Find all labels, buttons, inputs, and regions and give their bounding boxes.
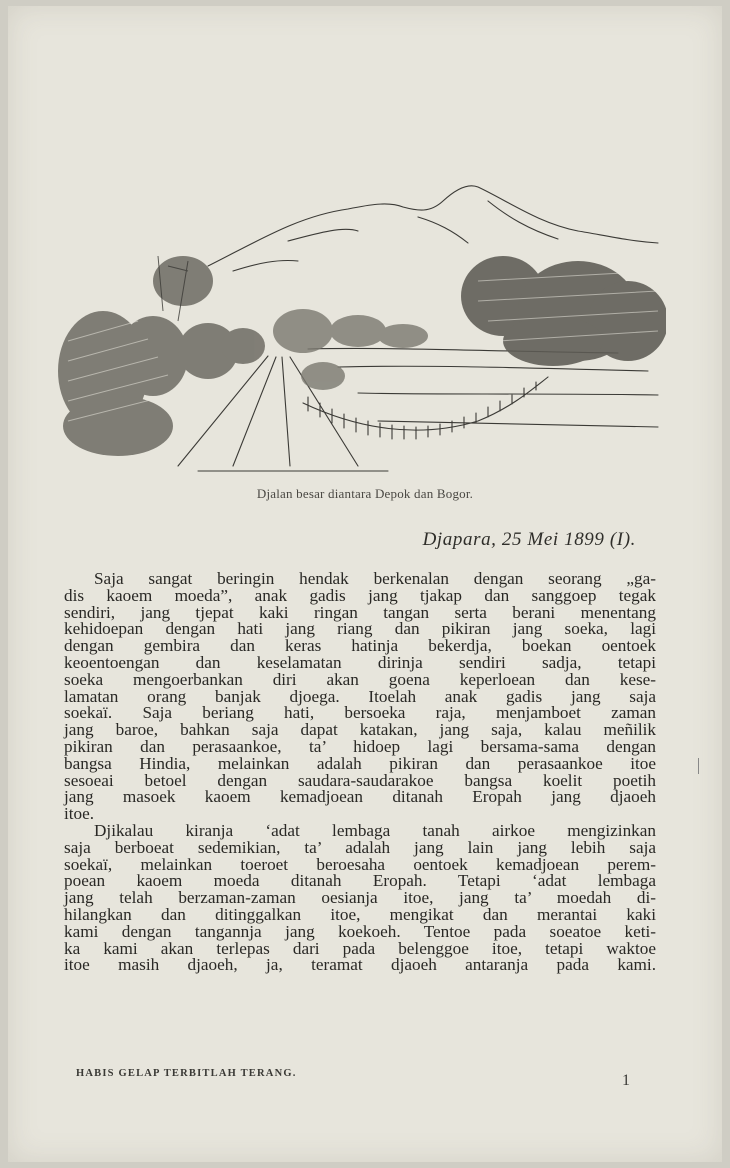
letter-body <box>64 571 656 974</box>
landscape-illustration <box>58 171 666 476</box>
margin-mark <box>698 758 699 774</box>
text-line: kehidoepan dengan hati jang riang dan pikiran jang soeka, lagi <box>64 619 656 639</box>
text-line: sendiri, jang tjepat kaki ringan tangan serta berani menentang <box>64 602 656 622</box>
text-line: hilangkan dan ditinggalkan itoe, mengikat dan merantai kaki <box>64 904 656 924</box>
text-line: poean kaoem moeda ditanah Eropah. Tetapi ‘adat lembaga <box>64 871 656 891</box>
text-line: keoentoengan dan keselamatan dirinja sendiri sadja, tetapi <box>64 652 656 672</box>
text-line: jang baroe, bahkan saja dapat katakan, jang saja, kalau meñilik <box>64 720 656 740</box>
text-line: dis kaoem moeda”, anak gadis jang tjakap dan sanggoep tegak <box>64 585 656 605</box>
book-page <box>8 6 722 1162</box>
text-line: Saja sangat beringin hendak berkenalan dengan seorang „ga- <box>94 569 656 588</box>
letter-dateline: Djapara, 25 Mei 1899 (I). <box>422 529 636 550</box>
text-line: Djikalau kiranja ‘adat lembaga tanah airkoe mengizinkan <box>94 820 656 840</box>
text-line: soekaï, melainkan toeroet beroesaha oentoek kemadjoean perem- <box>64 854 656 874</box>
text-line: jang masoek kaoem kemadjoean ditanah Eropah jang djaoeh <box>64 787 656 807</box>
text-line: itoe masih djaoeh, ja, teramat djaoeh antaranja pada kami. <box>64 955 656 975</box>
text-line: itoe. <box>64 804 95 824</box>
text-line: sesoeai betoel dengan saudara-saudarakoe bangsa koelit poetih <box>64 770 656 790</box>
page-number: 1 <box>622 1072 630 1089</box>
text-line: lamatan orang banjak djoega. Itoelah anak gadis jang saja <box>64 686 656 706</box>
text-line: dengan gembira dan keras hatinja bekerdja, boekan oentoek <box>64 636 656 656</box>
text-line: kami dengan tangannja jang koekoeh. Tentoe pada soeatoe keti- <box>64 921 656 941</box>
text-line: jang telah berzaman-zaman oesianja itoe, jang ta’ moedah di- <box>64 888 656 908</box>
book-title-footer: HABIS GELAP TERBITLAH TERANG. <box>76 1068 297 1079</box>
illustration-caption: Djalan besar diantara Depok dan Bogor. <box>256 486 474 501</box>
text-line: soekaï. Saja beriang hati, bersoeka raja, menjamboet zaman <box>64 703 656 723</box>
text-line: bangsa Hindia, melainkan adalah pikiran dan perasaankoe itoe <box>64 753 656 773</box>
text-line: pikiran dan perasaankoe, ta’ hidoep lagi bersama-sama dengan <box>64 736 656 756</box>
text-line: ka kami akan terlepas dari pada belenggoe itoe, tetapi waktoe <box>64 938 656 958</box>
text-line: soeka mengoerbankan diri akan goena keperloean dan kese- <box>64 669 656 689</box>
text-line: saja berboeat sedemikian, ta’ adalah jang lain jang lebih saja <box>64 837 656 857</box>
